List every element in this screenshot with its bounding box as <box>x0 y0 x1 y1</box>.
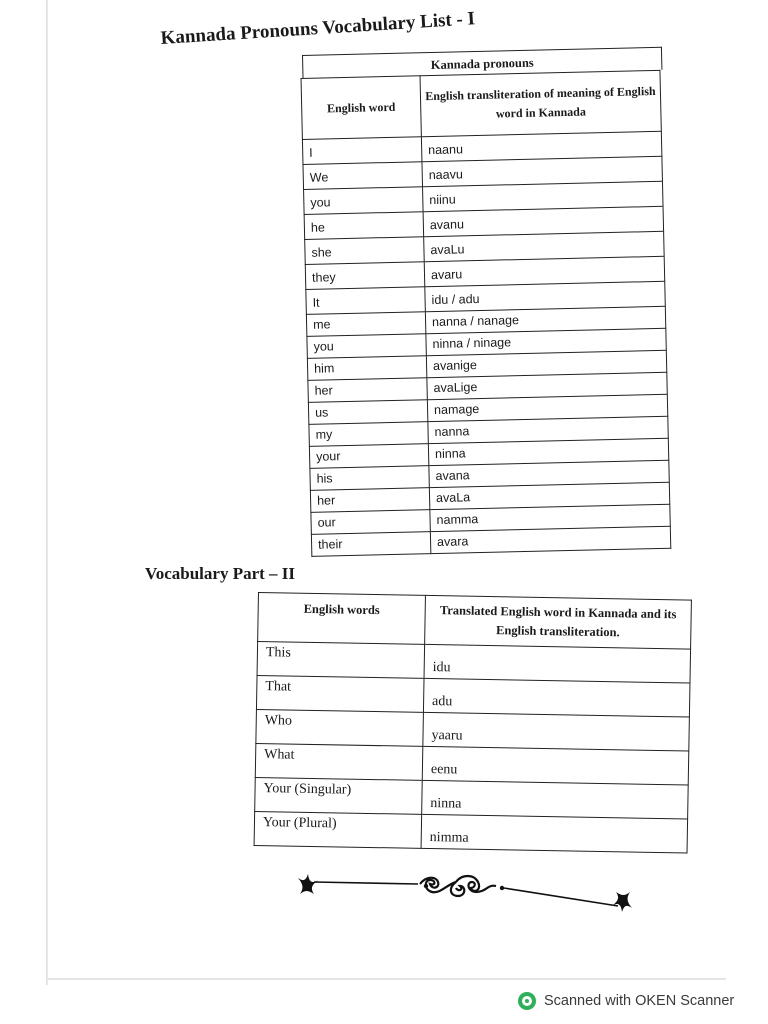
table-row <box>254 811 688 853</box>
cell-english: you <box>304 187 424 215</box>
cell-english: him <box>307 356 426 381</box>
scanner-watermark <box>518 990 734 1012</box>
cell-kannada: idu / adu <box>425 281 666 311</box>
vocabulary-list-title: Kannada Pronouns Vocabulary List - I <box>160 8 476 49</box>
cell-kannada: naavu <box>422 156 663 186</box>
cell-kannada: avaLa <box>429 482 669 509</box>
pronouns-table-wrapper <box>300 47 671 557</box>
flourish-divider-icon <box>290 860 642 920</box>
cell-english: What <box>255 743 423 780</box>
cell-kannada: namage <box>427 394 667 421</box>
cell-english: Who <box>256 709 424 746</box>
cell-english: Your (Plural) <box>254 811 422 848</box>
cell-english: she <box>305 237 425 265</box>
cell-kannada: avana <box>429 460 669 487</box>
cell-kannada: avaru <box>424 256 665 286</box>
oken-scanner-logo-icon <box>518 992 536 1010</box>
cell-english: your <box>309 444 428 469</box>
cell-kannada: naanu <box>421 131 662 161</box>
page-bottom-edge <box>46 978 726 980</box>
header-translated-word: Translated English word in Kannada and its English transliteration. <box>425 595 692 649</box>
cell-english: they <box>305 262 425 290</box>
cell-english: me <box>306 312 425 337</box>
cell-kannada: ninna <box>428 438 668 465</box>
cell-kannada: nanna <box>428 416 668 443</box>
cell-english: his <box>310 466 429 491</box>
cell-english: That <box>256 675 424 712</box>
pronouns-table-body <box>302 131 670 556</box>
cell-english: you <box>307 334 426 359</box>
cell-kannada: avanige <box>426 350 666 377</box>
cell-kannada: avanu <box>423 206 664 236</box>
cell-english: her <box>308 378 427 403</box>
cell-english: my <box>309 422 428 447</box>
header-transliteration: English transliteration of meaning of English word in Kannada <box>420 70 661 136</box>
cell-kannada: eenu <box>422 746 689 785</box>
vocabulary-table <box>254 592 692 854</box>
page-spine <box>46 0 48 985</box>
pronouns-table-banner: Kannada pronouns <box>302 47 662 78</box>
pronouns-table <box>301 70 672 557</box>
cell-kannada: niinu <box>423 181 664 211</box>
scanner-watermark-text: Scanned with OKEN Scanner <box>544 993 735 1009</box>
header-english-word: English word <box>301 76 421 140</box>
cell-kannada: namma <box>430 504 670 531</box>
cell-kannada: avaLu <box>424 231 665 261</box>
cell-english: Your (Singular) <box>255 777 423 814</box>
cell-english: I <box>302 137 422 165</box>
cell-kannada: adu <box>423 678 690 717</box>
vocabulary-table-wrapper <box>254 592 692 854</box>
cell-kannada: ninna <box>422 780 689 819</box>
cell-english: us <box>308 400 427 425</box>
cell-kannada: ninna / ninage <box>426 328 666 355</box>
cell-kannada: avara <box>430 526 670 553</box>
cell-english: This <box>257 642 425 679</box>
header-english-words: English words <box>258 593 426 645</box>
cell-english: he <box>304 212 424 240</box>
cell-english: her <box>310 488 429 513</box>
cell-english: their <box>311 532 430 557</box>
cell-english: our <box>311 510 430 535</box>
vocabulary-part-two-title: Vocabulary Part – II <box>145 564 296 583</box>
cell-kannada: idu <box>424 644 691 683</box>
cell-kannada: yaaru <box>423 712 690 751</box>
vocabulary-table-body <box>254 642 690 854</box>
cell-english: It <box>306 287 426 315</box>
cell-english: We <box>303 162 423 190</box>
table-header-row <box>258 593 692 650</box>
table-header-row <box>301 70 661 139</box>
cell-kannada: nimma <box>421 814 688 853</box>
cell-kannada: avaLige <box>427 372 667 399</box>
cell-kannada: nanna / nanage <box>425 306 665 333</box>
